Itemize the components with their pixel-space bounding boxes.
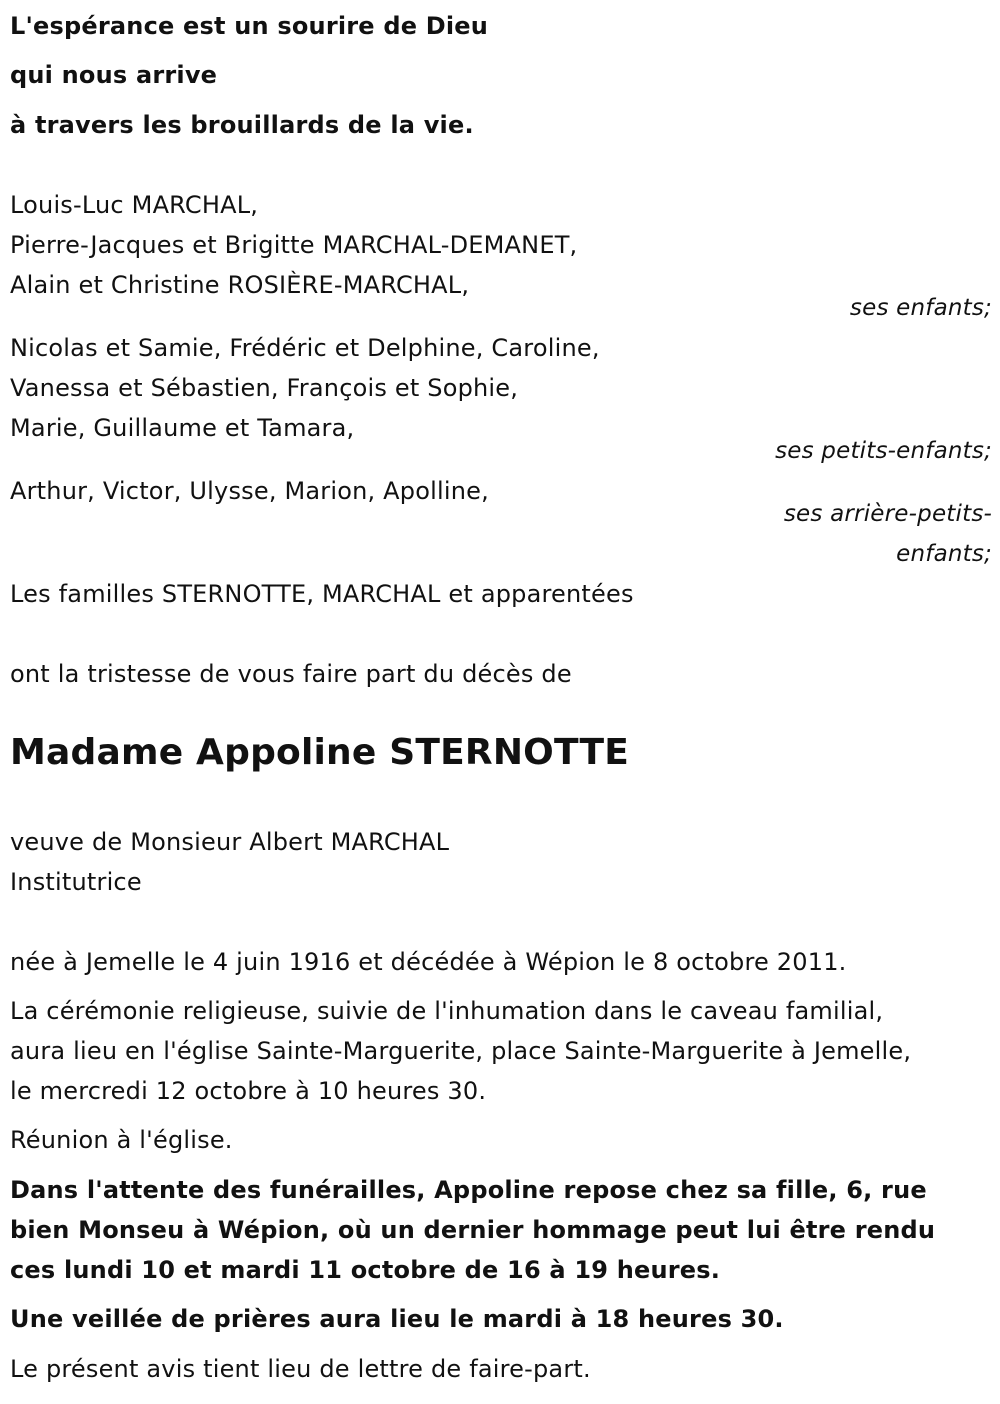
deceased-name: Madame Appoline STERNOTTE	[10, 732, 630, 773]
profession-line: Institutrice	[10, 868, 142, 896]
children-line-1: Louis-Luc MARCHAL,	[10, 191, 259, 219]
families-line: Les familles STERNOTTE, MARCHAL et apparentées	[10, 580, 634, 608]
grandchildren-line-3: Marie, Guillaume et Tamara,	[10, 414, 355, 442]
children-line-3: Alain et Christine ROSIÈRE-MARCHAL,	[10, 271, 470, 299]
reunion-line: Réunion à l'église.	[10, 1126, 233, 1154]
quote-line-2: qui nous arrive	[10, 61, 218, 89]
great-grandchildren-line-1: Arthur, Victor, Ulysse, Marion, Apolline,	[10, 477, 489, 505]
children-line-2: Pierre-Jacques et Brigitte MARCHAL-DEMANET,	[10, 231, 578, 259]
grandchildren-line-2: Vanessa et Sébastien, François et Sophie,	[10, 374, 519, 402]
vigil-line: Une veillée de prières aura lieu le mardi à 18 heures 30.	[10, 1305, 784, 1333]
ceremony-line-3: le mercredi 12 octobre à 10 heures 30.	[10, 1077, 487, 1105]
great-grandchildren-label-1: ses arrière-petits-	[783, 501, 992, 527]
closing-line: Le présent avis tient lieu de lettre de faire-part.	[10, 1355, 591, 1383]
ceremony-line-2: aura lieu en l'église Sainte-Marguerite, place Sainte-Marguerite à Jemelle,	[10, 1037, 912, 1065]
widow-of-line: veuve de Monsieur Albert MARCHAL	[10, 828, 450, 856]
grandchildren-line-1: Nicolas et Samie, Frédéric et Delphine, Caroline,	[10, 334, 600, 362]
great-grandchildren-label-2: enfants;	[896, 541, 992, 567]
viewing-line-3: ces lundi 10 et mardi 11 octobre de 16 à 19 heures.	[10, 1256, 721, 1284]
birth-death-line: née à Jemelle le 4 juin 1916 et décédée à Wépion le 8 octobre 2011.	[10, 948, 847, 976]
announcement-line: ont la tristesse de vous faire part du décès de	[10, 660, 572, 688]
viewing-line-2: bien Monseu à Wépion, où un dernier hommage peut lui être rendu	[10, 1216, 936, 1244]
grandchildren-label: ses petits-enfants;	[775, 438, 992, 464]
viewing-line-1: Dans l'attente des funérailles, Appoline repose chez sa fille, 6, rue	[10, 1176, 927, 1204]
ceremony-line-1: La cérémonie religieuse, suivie de l'inhumation dans le caveau familial,	[10, 997, 884, 1025]
children-label: ses enfants;	[849, 295, 992, 321]
quote-line-3: à travers les brouillards de la vie.	[10, 111, 474, 139]
quote-line-1: L'espérance est un sourire de Dieu	[10, 12, 489, 40]
